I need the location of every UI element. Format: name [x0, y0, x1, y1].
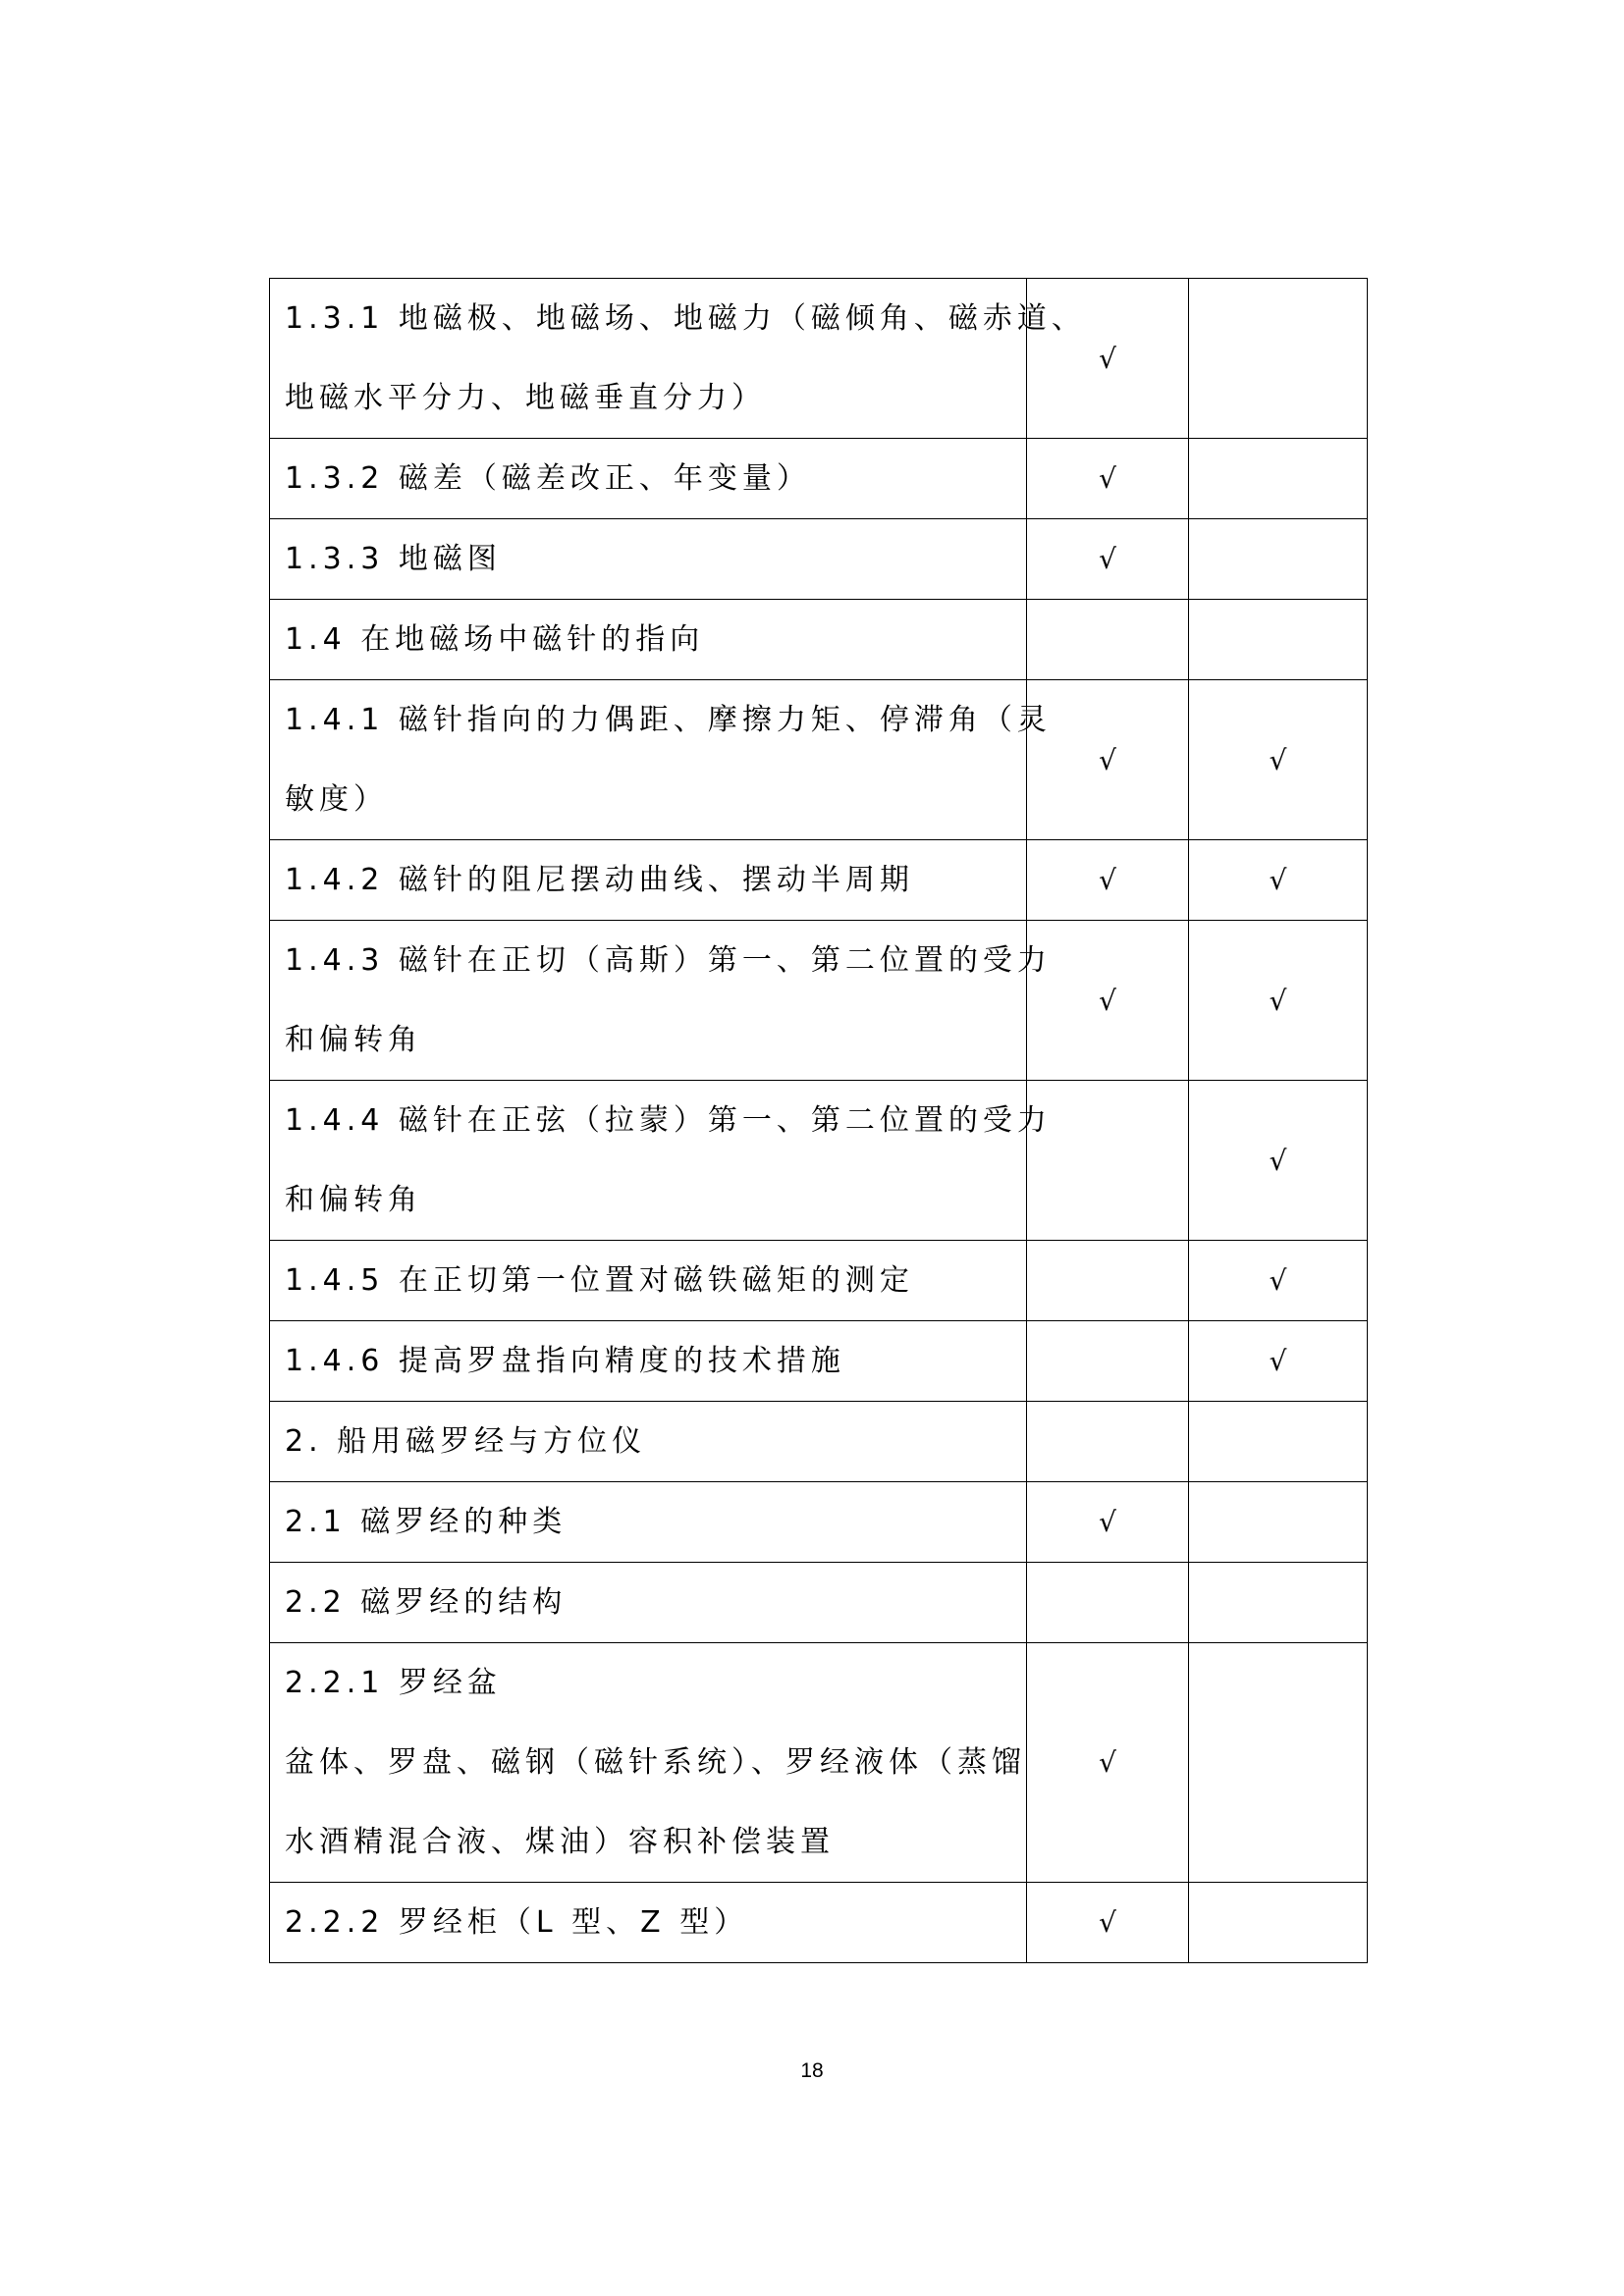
table-row	[270, 519, 1368, 600]
item-description-line: 1.4.6 提高罗盘指向精度的技术措施	[285, 1344, 845, 1378]
item-description-line: 1.4.4 磁针在正弦（拉蒙）第一、第二位置的受力	[285, 1103, 1052, 1138]
item-description-line: 1.4.2 磁针的阻尼摆动曲线、摆动半周期	[285, 863, 914, 897]
table-row	[270, 1402, 1368, 1482]
check-mark-column-b	[1189, 1482, 1368, 1563]
page-number: 18	[800, 2059, 824, 2082]
table-row	[270, 1563, 1368, 1643]
item-description	[270, 1402, 1027, 1482]
check-mark-column-b	[1189, 279, 1368, 439]
table-row	[270, 680, 1368, 840]
table-row	[270, 1643, 1368, 1883]
item-description-line: 地磁水平分力、地磁垂直分力）	[285, 381, 766, 415]
check-mark-column-b: √	[1189, 840, 1368, 921]
check-mark-column-a: √	[1027, 439, 1189, 519]
table-row	[270, 921, 1368, 1081]
item-description-line: 水酒精混合液、煤油）容积补偿装置	[285, 1825, 835, 1859]
check-mark-column-b	[1189, 1643, 1368, 1883]
item-description-line: 1.4 在地磁场中磁针的指向	[285, 622, 705, 657]
item-description	[270, 1321, 1027, 1402]
check-mark-column-b: √	[1189, 921, 1368, 1081]
check-mark-column-b: √	[1189, 1081, 1368, 1241]
item-description	[270, 519, 1027, 600]
check-mark-column-a: √	[1027, 680, 1189, 840]
item-description-line: 1.3.3 地磁图	[285, 542, 502, 576]
table-row	[270, 1081, 1368, 1241]
item-description	[270, 680, 1052, 840]
item-description	[270, 439, 1027, 519]
table-row	[270, 1241, 1368, 1321]
item-description-line: 1.3.2 磁差（磁差改正、年变量）	[285, 461, 811, 496]
check-mark-column-b	[1189, 519, 1368, 600]
table-row	[270, 439, 1368, 519]
syllabus-table	[269, 278, 1368, 1963]
item-description	[270, 1643, 1027, 1883]
item-description-line: 1.4.5 在正切第一位置对磁铁磁矩的测定	[285, 1263, 914, 1298]
check-mark-column-b	[1189, 600, 1368, 680]
check-mark-column-a: √	[1027, 921, 1189, 1081]
item-description-line: 2.2.1 罗经盆	[285, 1666, 502, 1700]
item-description-line: 盆体、罗盘、磁钢（磁针系统）、罗经液体（蒸馏	[285, 1745, 1026, 1780]
table-row	[270, 1883, 1368, 1963]
item-description-line: 2.2 磁罗经的结构	[285, 1585, 568, 1620]
item-description	[270, 840, 1027, 921]
check-mark-column-b	[1189, 1883, 1368, 1963]
item-description	[270, 1482, 1027, 1563]
check-mark-column-a: √	[1027, 519, 1189, 600]
item-description	[270, 1241, 1027, 1321]
check-mark-column-b	[1189, 1563, 1368, 1643]
table-row	[270, 1482, 1368, 1563]
check-mark-column-a: √	[1027, 1643, 1189, 1883]
item-description-line: 和偏转角	[285, 1023, 422, 1057]
table-row	[270, 840, 1368, 921]
check-mark-column-a: √	[1027, 1883, 1189, 1963]
check-mark-column-b	[1189, 439, 1368, 519]
check-mark-column-a: √	[1027, 1482, 1189, 1563]
item-description-line: 1.4.3 磁针在正切（高斯）第一、第二位置的受力	[285, 943, 1052, 978]
item-description-line: 2.2.2 罗经柜（L 型、Z 型）	[285, 1905, 749, 1940]
item-description-line: 1.3.1 地磁极、地磁场、地磁力（磁倾角、磁赤道、	[285, 301, 1086, 336]
item-description	[270, 279, 1086, 439]
check-mark-column-a: √	[1027, 840, 1189, 921]
check-mark-column-b: √	[1189, 680, 1368, 840]
check-mark-column-a	[1027, 1563, 1189, 1643]
item-description-line: 和偏转角	[285, 1183, 422, 1217]
check-mark-column-a	[1027, 1321, 1189, 1402]
check-mark-column-b: √	[1189, 1321, 1368, 1402]
item-description	[270, 1081, 1052, 1241]
syllabus-table-body	[270, 279, 1368, 1963]
item-description-line: 2. 船用磁罗经与方位仪	[285, 1424, 647, 1459]
item-description	[270, 921, 1052, 1081]
item-description-line: 2.1 磁罗经的种类	[285, 1505, 568, 1539]
check-mark-column-a	[1027, 1402, 1189, 1482]
check-mark-column-a	[1027, 1241, 1189, 1321]
item-description	[270, 1563, 1027, 1643]
item-description	[270, 1883, 1027, 1963]
table-row	[270, 1321, 1368, 1402]
check-mark-column-b: √	[1189, 1241, 1368, 1321]
item-description-line: 1.4.1 磁针指向的力偶距、摩擦力矩、停滞角（灵	[285, 703, 1052, 737]
check-mark-column-b	[1189, 1402, 1368, 1482]
check-mark-column-a: √	[1027, 279, 1189, 439]
table-row	[270, 600, 1368, 680]
item-description-line: 敏度）	[285, 782, 388, 817]
check-mark-column-a	[1027, 600, 1189, 680]
table-row	[270, 279, 1368, 439]
item-description	[270, 600, 1027, 680]
